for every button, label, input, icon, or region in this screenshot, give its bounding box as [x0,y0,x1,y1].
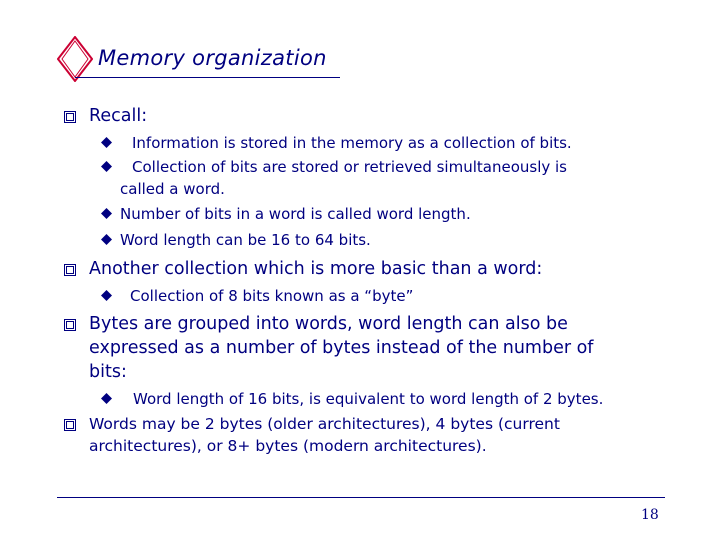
diamond-bullet-icon [101,137,112,148]
sub-bullet-text: called a word. [120,180,225,198]
sub-bullet-text: Word length of 16 bits, is equivalent to word length of 2 bytes. [133,390,604,408]
bullet-continuation [89,337,593,360]
diamond-bullet-icon [101,393,112,404]
sub-bullet-text: Information is stored in the memory as a collection of bits. [132,134,572,152]
title-diamond-icon [57,36,93,82]
checkbox-bullet-icon [64,319,76,331]
diamond-bullet-icon [101,290,112,301]
sub-bullet-text: Collection of 8 bits known as a “byte” [130,287,414,305]
sub-bullet [120,229,371,251]
sub-bullet-text: Number of bits in a word is called word length. [120,205,471,223]
bullet-text: architectures), or 8+ bytes (modern architectures). [89,437,487,455]
bullet-another-collection [89,258,542,281]
sub-bullet [120,156,567,178]
bullet-text: Another collection which is more basic than a word: [89,259,543,279]
slide-title: Memory organization [98,46,327,70]
sub-bullet-text: Word length can be 16 to 64 bits. [120,231,371,249]
footer-rule [57,497,665,498]
bullet-text: Words may be 2 bytes (older architectures), 4 bytes (current [89,415,560,433]
page-number: 18 [641,507,659,523]
sub-bullet-continuation [120,178,225,200]
bullet-words-bytes [89,413,560,436]
bullet-text: expressed as a number of bytes instead of the number of [89,338,594,358]
diamond-bullet-icon [101,234,112,245]
checkbox-bullet-icon [64,111,76,123]
bullet-text: Bytes are grouped into words, word length can also be [89,314,568,334]
sub-bullet [120,388,603,410]
bullet-recall [89,105,147,128]
bullet-continuation [89,361,127,384]
sub-bullet [120,203,471,225]
sub-bullet [120,285,413,307]
title-underline [75,77,340,78]
checkbox-bullet-icon [64,264,76,276]
bullet-text: Recall: [89,106,148,126]
bullet-continuation [89,435,487,458]
bullet-bytes-grouped [89,313,568,336]
sub-bullet-text: Collection of bits are stored or retrieved simultaneously is [132,158,567,176]
diamond-bullet-icon [101,161,112,172]
bullet-text: bits: [89,362,127,382]
checkbox-bullet-icon [64,419,76,431]
diamond-bullet-icon [101,208,112,219]
sub-bullet [120,132,572,154]
